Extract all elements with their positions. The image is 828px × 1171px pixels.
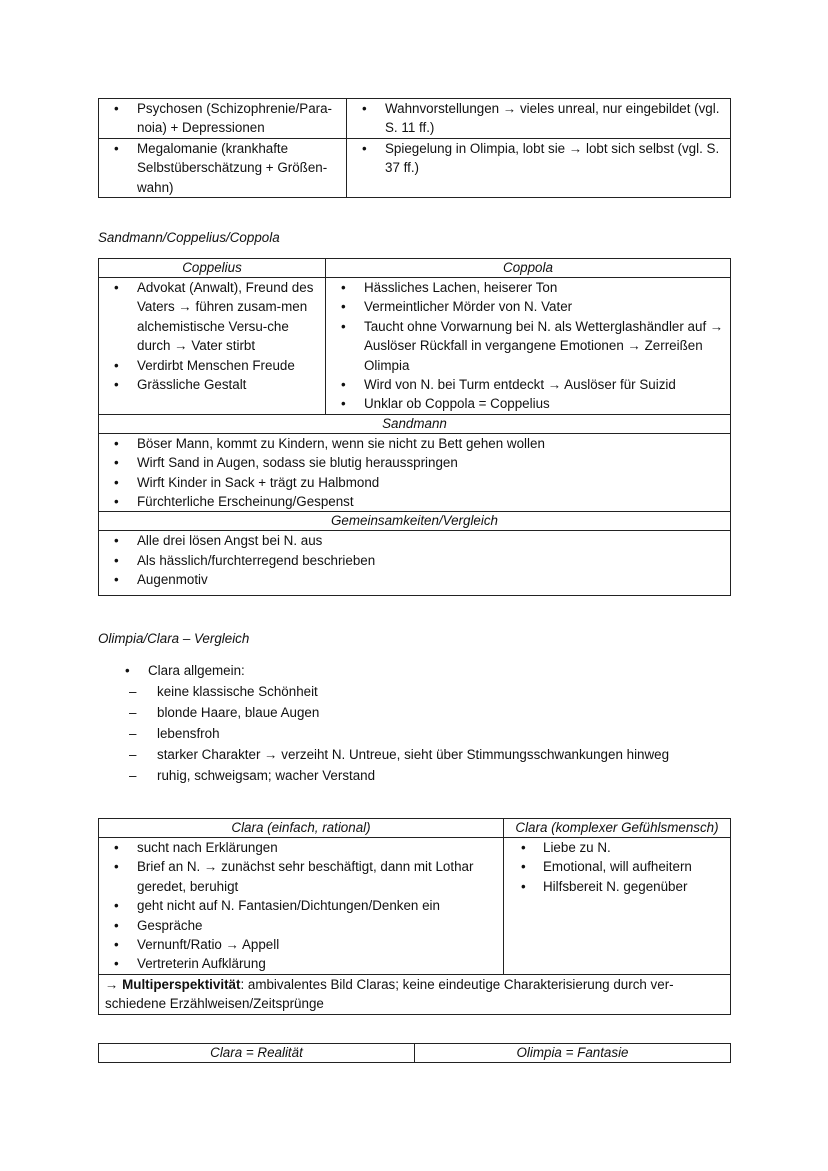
- list-item: • geht nicht auf N. Fantasien/Dichtungen/Denken ein: [99, 896, 503, 915]
- clara-emotional-header: Clara (komplexer Gefühlsmensch): [504, 819, 731, 838]
- coppelius-header: Coppelius: [99, 259, 326, 278]
- table-cell: [99, 99, 347, 139]
- reality-fantasy-table: [98, 1043, 731, 1063]
- list-item: • Wirft Sand in Augen, sodass sie blutig herausspringen: [99, 453, 730, 472]
- arrow-icon: →: [105, 976, 119, 992]
- coppelius-cell: [99, 278, 326, 415]
- clara-table: [98, 818, 731, 1015]
- list-item: – keine klassische Schönheit: [119, 681, 669, 702]
- list-item: • sucht nach Erklärungen: [99, 838, 503, 857]
- summary-text: : ambivalentes Bild Claras; keine eindeutige Charakterisierung durch ver-schiedene Erzählweisen/Zeitsprünge: [105, 976, 674, 1012]
- clara-rational-header: Clara (einfach, rational): [99, 819, 504, 838]
- list-item: • Brief an N. → zunächst sehr beschäftigt, dann mit Lothar geredet, beruhigt: [99, 857, 503, 896]
- list-item: • Als hässlich/furchterregend beschrieben: [99, 551, 730, 570]
- list-item: • Vermeintlicher Mörder von N. Vater: [326, 297, 730, 316]
- list-item: • Liebe zu N.: [504, 838, 730, 857]
- table-cell: [347, 99, 731, 139]
- clara-emotional-cell: [504, 838, 731, 975]
- list-item: • Grässliche Gestalt: [99, 375, 325, 394]
- clara-general-list: [119, 660, 669, 786]
- list-item: • Hässliches Lachen, heiserer Ton: [326, 278, 730, 297]
- list-item: • Augenmotiv: [99, 570, 730, 589]
- list-item: • Alle drei lösen Angst bei N. aus: [99, 531, 730, 550]
- clara-rational-cell: [99, 838, 504, 975]
- list-item: • Wird von N. bei Turm entdeckt → Auslöser für Suizid: [326, 375, 730, 394]
- list-item: • Advokat (Anwalt), Freund des Vaters → führen zusam-men alchemistische Versu-che durch → Vater stirbt: [99, 278, 325, 356]
- table-cell: [347, 138, 731, 197]
- list-item: • Wahnvorstellungen → vieles unreal, nur eingebildet (vgl. S. 11 ff.): [347, 99, 730, 138]
- list-item: • Spiegelung in Olimpia, lobt sie → lobt sich selbst (vgl. S. 37 ff.): [347, 139, 730, 178]
- table-row: [99, 99, 731, 139]
- table-cell: [99, 138, 347, 197]
- sandmann-cell: [99, 433, 731, 512]
- list-item: • Verdirbt Menschen Freude: [99, 356, 325, 375]
- list-item: • Wirft Kinder in Sack + trägt zu Halbmond: [99, 473, 730, 492]
- clara-general-heading: • Clara allgemein:: [119, 660, 669, 681]
- sandmann-section-title: Sandmann/Coppelius/Coppola: [98, 230, 280, 245]
- olimpia-fantasy-cell: Olimpia = Fantasie: [415, 1044, 731, 1063]
- list-item: • Vertreterin Aufklärung: [99, 954, 503, 973]
- multiperspective-summary: [99, 974, 731, 1014]
- list-item: • Emotional, will aufheitern: [504, 857, 730, 876]
- psychosis-table: [98, 98, 731, 198]
- list-item: • Unklar ob Coppola = Coppelius: [326, 394, 730, 413]
- list-item: – blonde Haare, blaue Augen: [119, 702, 669, 723]
- table-row: [99, 138, 731, 197]
- list-item: – ruhig, schweigsam; wacher Verstand: [119, 765, 669, 786]
- list-item: • Gespräche: [99, 916, 503, 935]
- sandmann-header: Sandmann: [99, 414, 731, 433]
- list-item: • Psychosen (Schizophrenie/Para-noia) + Depressionen: [99, 99, 346, 138]
- list-item: • Hilfsbereit N. gegenüber: [504, 877, 730, 896]
- summary-keyword: Multiperspektivität: [122, 976, 241, 992]
- list-item: • Böser Mann, kommt zu Kindern, wenn sie nicht zu Bett gehen wollen: [99, 434, 730, 453]
- clara-reality-cell: Clara = Realität: [99, 1044, 415, 1063]
- coppola-cell: [326, 278, 731, 415]
- list-item: • Vernunft/Ratio → Appell: [99, 935, 503, 954]
- common-header: Gemeinsamkeiten/Vergleich: [99, 512, 731, 531]
- list-item: • Megalomanie (krankhafte Selbstüberschätzung + Größen-wahn): [99, 139, 346, 197]
- list-item: – lebensfroh: [119, 723, 669, 744]
- common-cell: [99, 531, 731, 596]
- coppola-header: Coppola: [326, 259, 731, 278]
- olimpia-section-title: Olimpia/Clara – Vergleich: [98, 631, 250, 646]
- list-item: • Taucht ohne Vorwarnung bei N. als Wetterglashändler auf → Auslöser Rückfall in vergangene Emotionen → Zerreißen Olimpia: [326, 317, 730, 375]
- list-item: • Fürchterliche Erscheinung/Gespenst: [99, 492, 730, 511]
- sandmann-table: [98, 258, 731, 596]
- list-item: – starker Charakter → verzeiht N. Untreue, sieht über Stimmungsschwankungen hinweg: [119, 744, 669, 765]
